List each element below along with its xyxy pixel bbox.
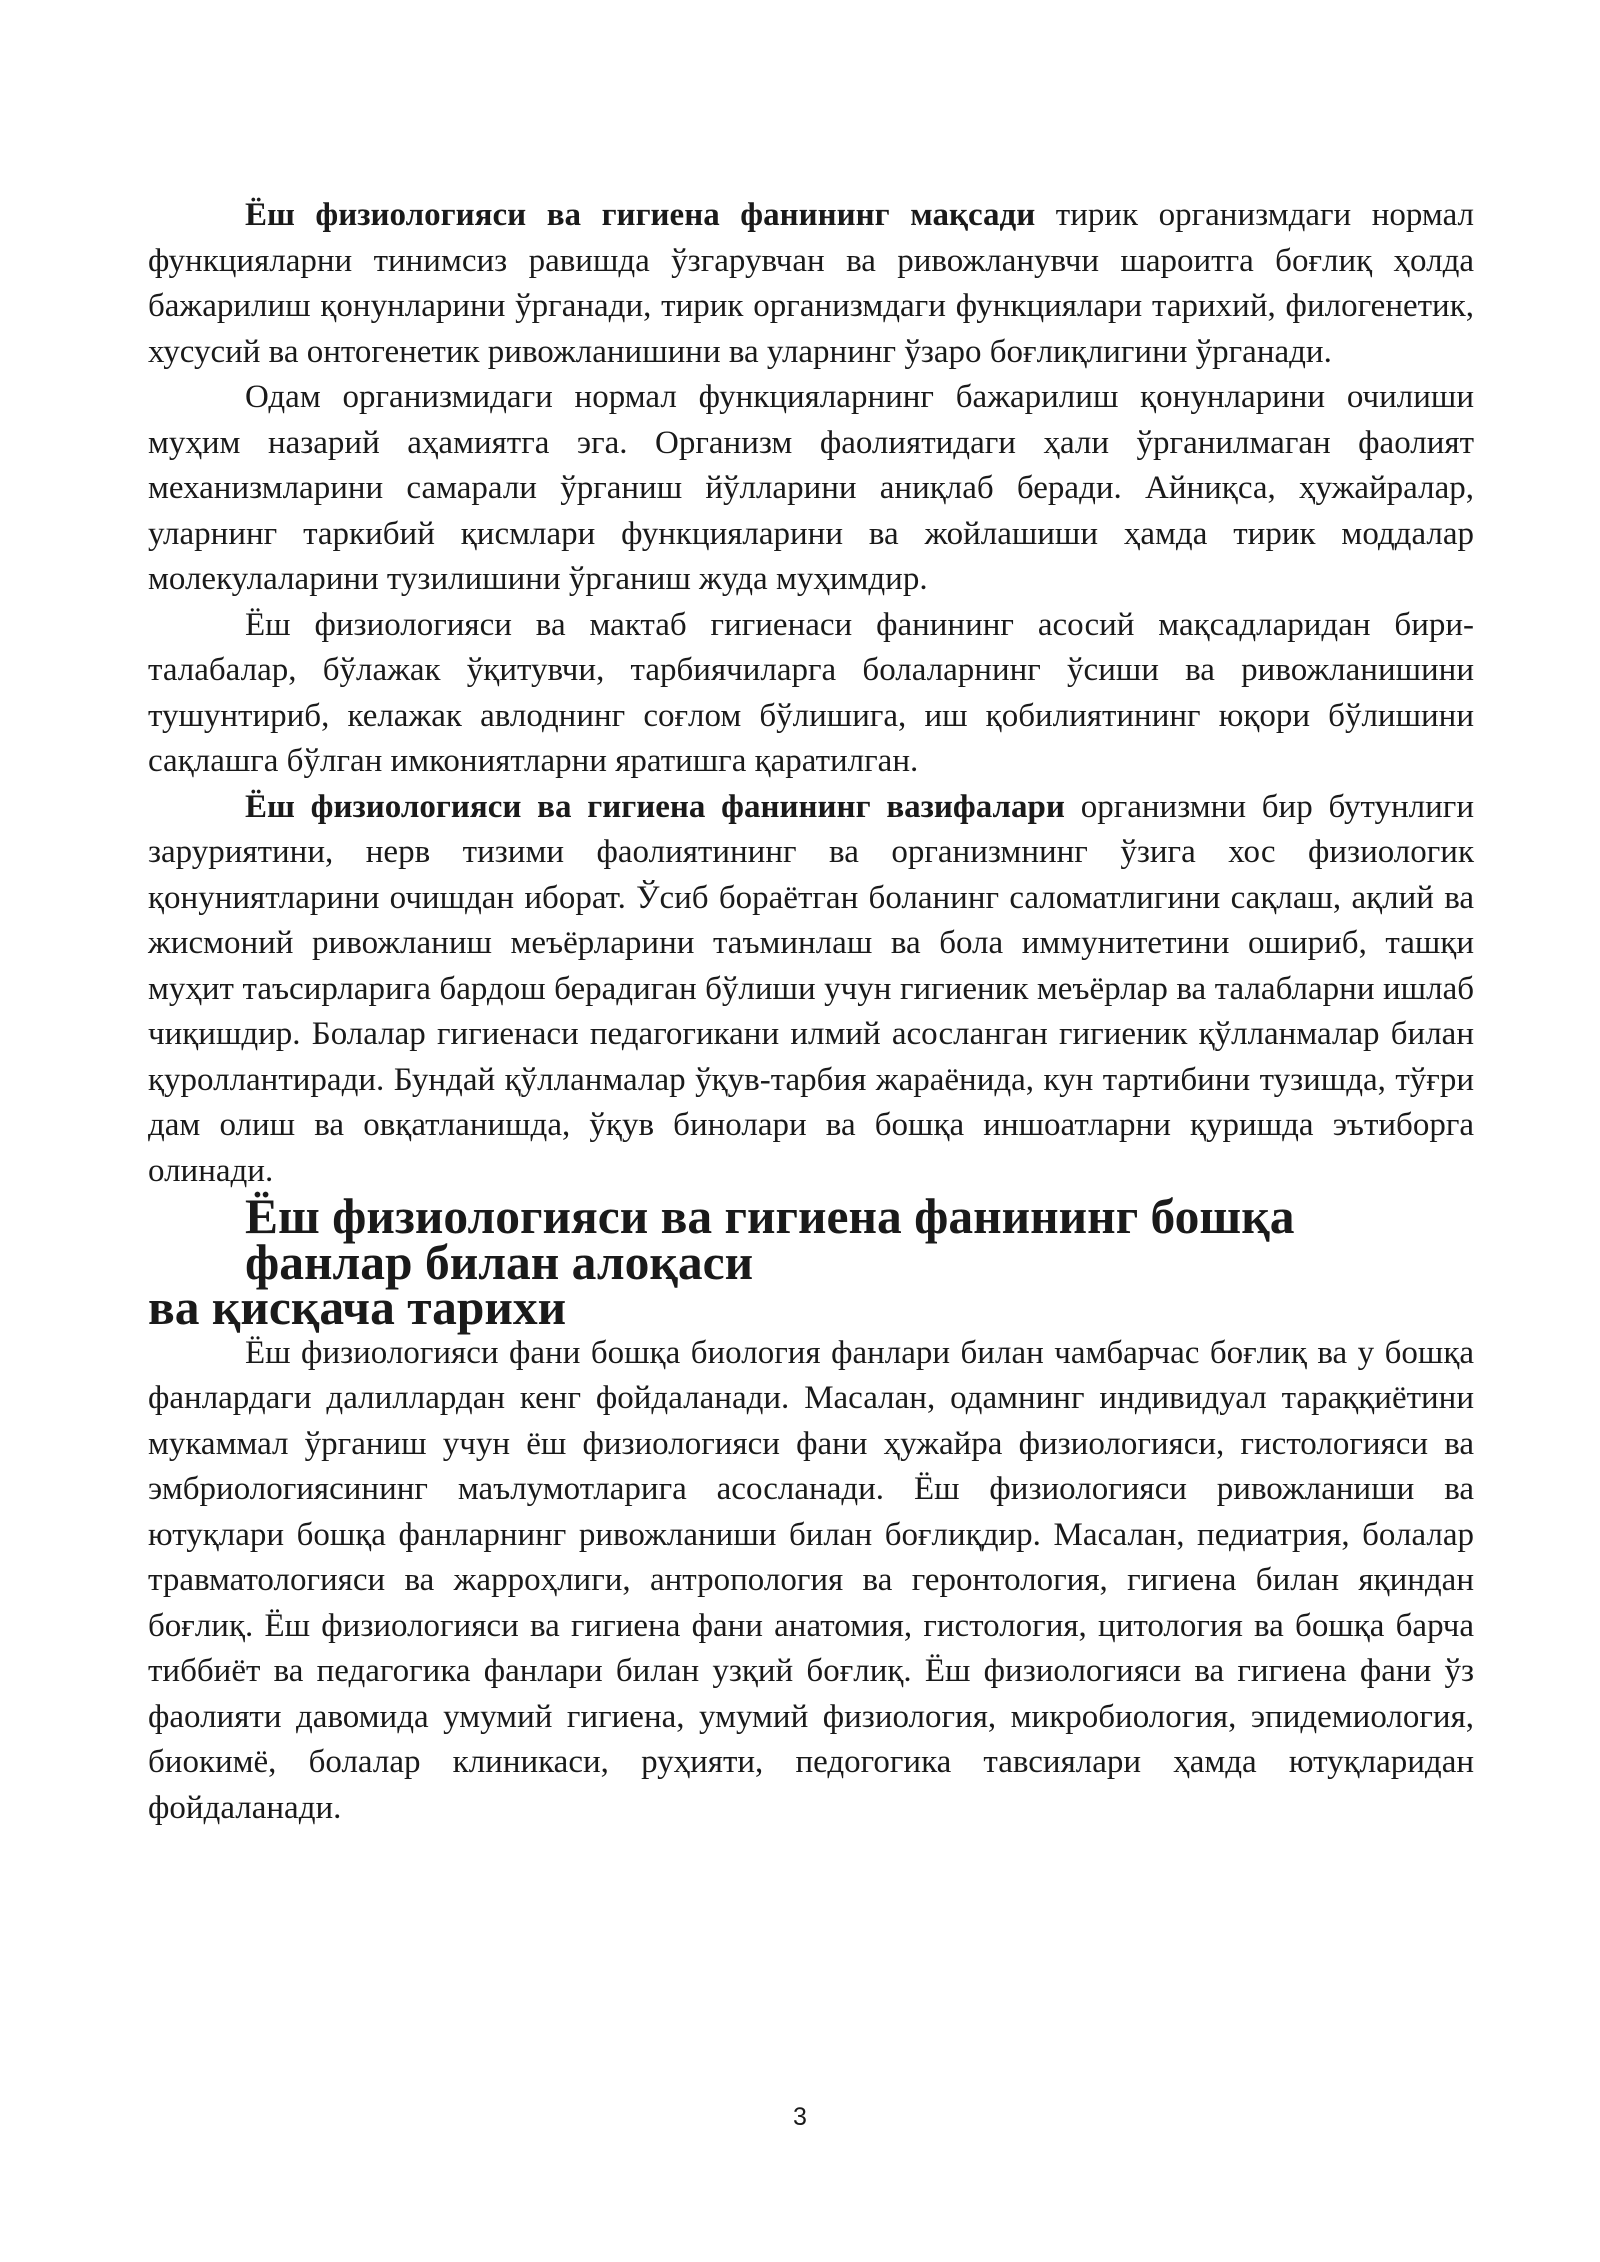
- section-heading: [148, 1189, 1474, 1335]
- paragraph-tasks-text: организмни бир бутунлиги заруриятини, нерв тизими фаолиятининг ва организмнинг ўзига хос физиологик қонуниятларини очишдан иборат. Ўсиб бораётган боланинг саломатлигини сақлаш, ақлий ва жисмоний ривожланиш меъёрларини таъминлаш ва бола иммунитетини ошириб, ташқи муҳит таъсирларига бардош берадиган бўлиши учун гигиеник меъёрлар ва талабларни ишлаб чиқишдир. Болалар гигиенаси педагогикани илмий асосланган гигиеник қўлланмалар билан қуроллантиради. Бундай қўлланмалар ўқув-тарбия жараёнида, кун тартибини тузишда, тўғри дам олиш ва овқатланишда, ўқув бинолари ва бошқа иншоатларни қуришда эътиборга олинади.: [148, 788, 1474, 1189]
- paragraph-tasks: [148, 785, 1474, 1195]
- paragraph-tasks-lead: Ёш физиологияси ва гигиена фанининг вазифалари: [245, 788, 1065, 825]
- paragraph-goals: [148, 603, 1474, 785]
- paragraph-purpose: [148, 193, 1474, 375]
- paragraph-goals-text: Ёш физиологияси ва мактаб гигиенаси фанининг асосий мақсадларидан бири-талабалар, бўлажак ўқитувчи, тарбиячиларга болаларнинг ўсиши ва ривожланишини тушунтириб, келажак авлоднинг соғлом бўлишига, иш қобилиятининг юқори бўлишини сақлашга бўлган имкониятларни яратишга қаратилган.: [148, 606, 1474, 779]
- paragraph-laws: [148, 375, 1474, 603]
- paragraph-relations: [148, 1331, 1474, 1832]
- paragraph-relations-text: Ёш физиологияси фани бошқа биология фанлари билан чамбарчас боғлиқ ва у бошқа фанлардаги далиллардан кенг фойдаланади. Масалан, одамнинг индивидуал тараққиётини мукаммал ўрганиш учун ёш физиологияси фани ҳужайра физиологияси, гистологияси ва эмбриологиясининг маълумотларига асосланади. Ёш физиологияси ривожланиши ва ютуқлари бошқа фанларнинг ривожланиши билан боғлиқдир. Масалан, педиатрия, болалар травматологияси ва жарроҳлиги, антропология ва геронтология, гигиена билан яқиндан боғлиқ. Ёш физиологияси ва гигиена фани анатомия, гистология, цитология ва бошқа барча тиббиёт ва педагогика фанлари билан узқий боғлиқ. Ёш физиологияси ва гигиена фани ўз фаолияти давомида умумий гигиена, умумий физиология, микробиология, эпидемиология, биокимё, болалар клиникаси, руҳияти, педогогика тавсиялари ҳамда ютуқларидан фойдаланади.: [148, 1334, 1474, 1826]
- page-number: 3: [793, 2103, 807, 2131]
- section-heading-line1: Ёш физиологияси ва гигиена фанининг бошқа фанлар билан алоқаси: [245, 1189, 1295, 1290]
- paragraph-purpose-text: тирик организмдаги нормал функцияларни тинимсиз равишда ўзгарувчан ва ривожланувчи шароитга боғлиқ ҳолда бажарилиш қонунларини ўрганади, тирик организмдаги функциялари тарихий, филогенетик, хусусий ва онтогенетик ривожланишини ва уларнинг ўзаро боғлиқлигини ўрганади.: [148, 197, 1474, 370]
- document-body: [148, 193, 1474, 1831]
- paragraph-laws-text: Одам организмидаги нормал функцияларнинг бажарилиш қонунларини очилиши муҳим назарий аҳамиятга эга. Организм фаолиятидаги ҳали ўрганилмаган фаолият механизмларини самарали ўрганиш йўлларини аниқлаб беради. Айниқса, ҳужайралар, уларнинг таркибий қисмлари функцияларини ва жойлашиши ҳамда тирик моддалар молекулаларини тузилишини ўрганиш жуда муҳимдир.: [148, 379, 1474, 597]
- paragraph-purpose-lead: Ёш физиологияси ва гигиена фанининг мақсади: [245, 197, 1036, 233]
- section-heading-line2: ва қисқача тарихи: [148, 1280, 567, 1335]
